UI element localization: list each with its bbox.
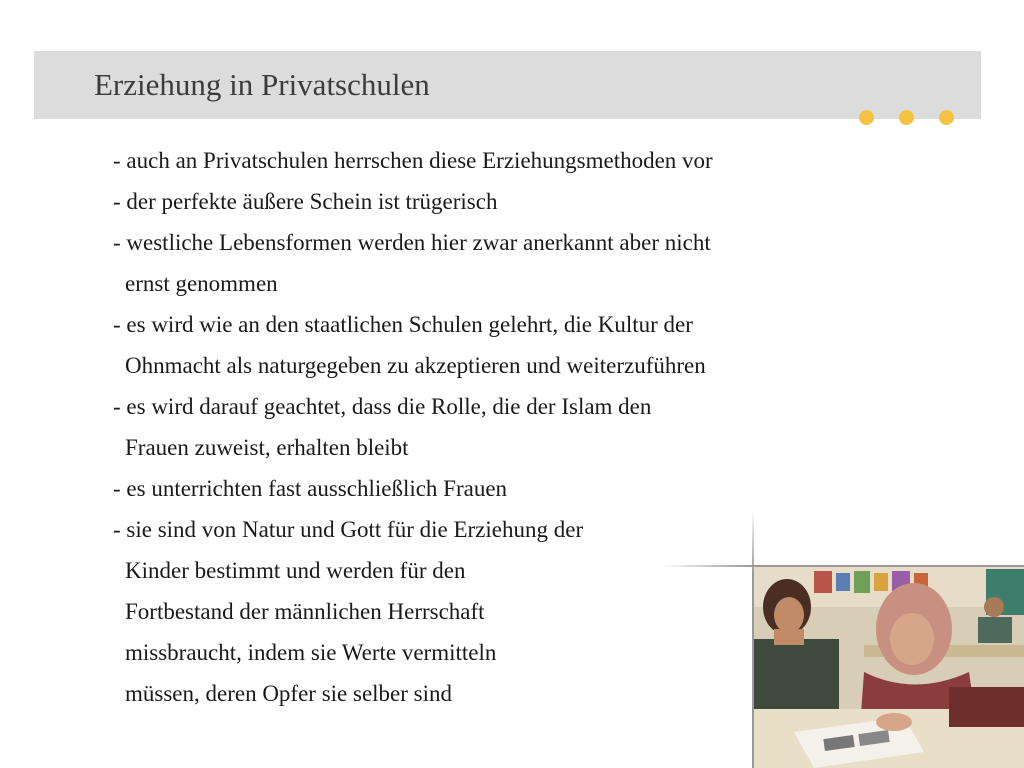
decorative-dot: [899, 110, 914, 125]
slide-title: Erziehung in Privatschulen: [94, 67, 430, 102]
classroom-photo: [754, 567, 1024, 768]
bullet-continuation: Frauen zuweist, erhalten bleibt: [125, 435, 409, 460]
bullet-line: - es wird darauf geachtet, dass die Rolle, die der Islam den: [113, 394, 652, 419]
bullet-continuation: müssen, deren Opfer sie selber sind: [125, 681, 453, 706]
bullet-line: - der perfekte äußere Schein ist trügerisch: [113, 189, 498, 214]
bullet-line: - auch an Privatschulen herrschen diese Erziehungsmethoden vor: [113, 148, 713, 173]
decorative-dot: [859, 110, 874, 125]
decorative-dot: [939, 110, 954, 125]
bullet-continuation: Ohnmacht als naturgegeben zu akzeptieren und weiterzuführen: [125, 353, 706, 378]
bullet-line: - es unterrichten fast ausschließlich Frauen: [113, 476, 508, 501]
bullet-continuation: Fortbestand der männlichen Herrschaft: [125, 599, 485, 624]
bullet-continuation: Kinder bestimmt und werden für den: [125, 558, 466, 583]
bullet-continuation: ernst genommen: [125, 271, 278, 296]
bullet-continuation: missbraucht, indem sie Werte vermitteln: [125, 640, 497, 665]
bullet-line: - es wird wie an den staatlichen Schulen gelehrt, die Kultur der: [113, 312, 693, 337]
bullet-line: - westliche Lebensformen werden hier zwar anerkannt aber nicht: [113, 230, 711, 255]
bullet-line: - sie sind von Natur und Gott für die Erziehung der: [113, 517, 584, 542]
